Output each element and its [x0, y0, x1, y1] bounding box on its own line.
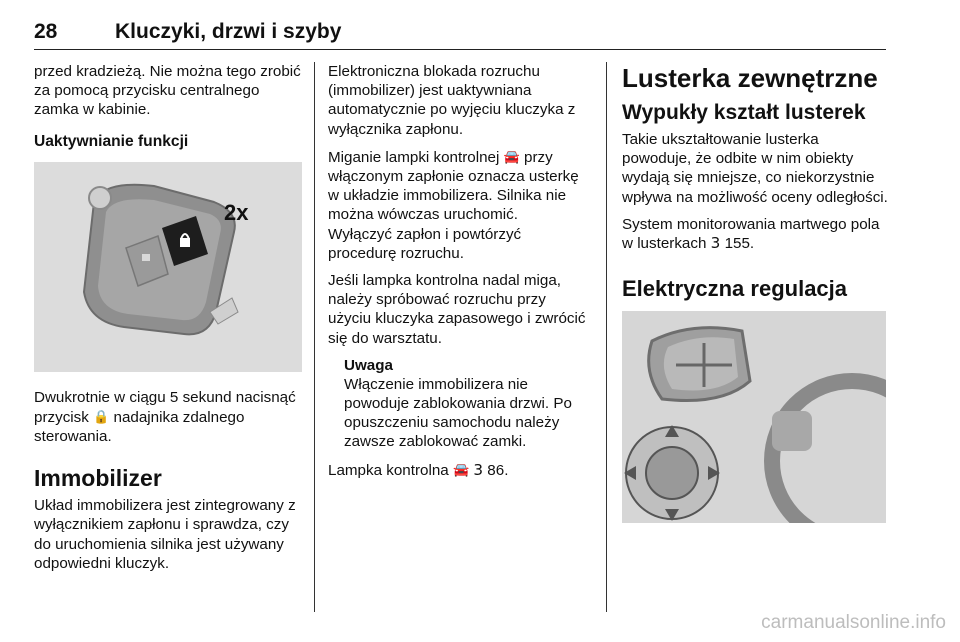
paragraph-restart: Wyłączyć zapłon i powtórzyć procedurę rozruchu. — [328, 225, 522, 262]
watermark: carmanualsonline.info — [761, 612, 946, 633]
column-divider-1 — [314, 62, 315, 612]
note-label: Uwaga — [344, 356, 393, 374]
paragraph-warning-lamp: Miganie lampki kontrolnej 🚘 przy włączonym zapłonie oznacza usterkę w układzie immobilizera. Silnika nie można wówczas uruchomić. — [328, 148, 579, 224]
mirror-control-illustration — [622, 311, 886, 523]
note-text: Włączenie immobilizera nie powoduje zablokowania drzwi. Po opuszczeniu samochodu należy zawsze zablokować zamki. — [344, 375, 572, 451]
page-ref-link[interactable]: 155. — [724, 235, 755, 253]
press-twice-label: 2x — [224, 199, 249, 225]
paragraph-spare-key: Jeśli lampka kontrolna nadal miga, należy spróbować rozruchu przy użyciu kluczyka zapasowego i zwrócić się do warsztatu. — [328, 272, 586, 347]
page-ref-arrow-icon: 3 — [710, 234, 721, 253]
page-number: 28 — [34, 20, 58, 43]
chapter-title: Kluczyki, drzwi i szyby — [115, 20, 342, 43]
paragraph-theft: przed kradzieżą. Nie można tego zrobić za pomocą przycisku centralnego zamka w kabinie. — [34, 63, 301, 119]
heading-convex-shape: Wypukły kształt lusterek — [622, 101, 866, 124]
paragraph-press-twice: Dwukrotnie w ciągu 5 sekund nacisnąć przycisk 🔒 nadajnika zdalnego sterowania. — [34, 388, 296, 446]
page-header — [34, 16, 886, 50]
immobilizer-lamp-icon: 🚘 — [503, 148, 520, 164]
lock-icon: 🔒 — [93, 408, 110, 424]
column-2 — [328, 62, 592, 488]
key-fob-illustration — [34, 162, 302, 372]
heading-electric-adjustment: Elektryczna regulacja — [622, 276, 848, 302]
key-fob-icon — [34, 162, 302, 372]
page-ref-arrow-icon: 3 — [473, 460, 484, 479]
column-1 — [34, 62, 302, 581]
paragraph-immobilizer: Układ immobilizera jest zintegrowany z wyłącznikiem zapłonu i sprawdza, czy do uruchomienia silnika jest używany odpowiedni kluczyk. — [34, 497, 296, 572]
page-ref-link[interactable]: 86. — [487, 461, 509, 479]
paragraph-blind-spot: System monitorowania martwego pola w lusterkach 3 155. — [622, 215, 880, 253]
mirror-adjust-icon — [622, 311, 886, 523]
note-box — [344, 356, 592, 452]
header-rule — [34, 49, 886, 50]
column-3 — [622, 62, 888, 523]
immobilizer-lamp-icon: 🚘 — [452, 461, 470, 477]
heading-immobilizer: Immobilizer — [34, 465, 162, 492]
heading-activate: Uaktywnianie funkcji — [34, 132, 189, 150]
paragraph-electronic-lock: Elektroniczna blokada rozruchu (immobilizer) jest uaktywniana automatycznie po wyjęciu kluczyka z wyłącznika zapłonu. — [328, 63, 576, 138]
paragraph-lamp-ref: Lampka kontrolna 🚘 3 86. — [328, 460, 509, 479]
heading-exterior-mirrors: Lusterka zewnętrzne — [622, 63, 878, 93]
paragraph-convex: Takie ukształtowanie lusterka powoduje, że odbite w nim obiekty wydają się mniejsze, co niekorzystnie wpływa na możliwość oceny odległości. — [622, 131, 888, 206]
column-divider-2 — [606, 62, 607, 612]
